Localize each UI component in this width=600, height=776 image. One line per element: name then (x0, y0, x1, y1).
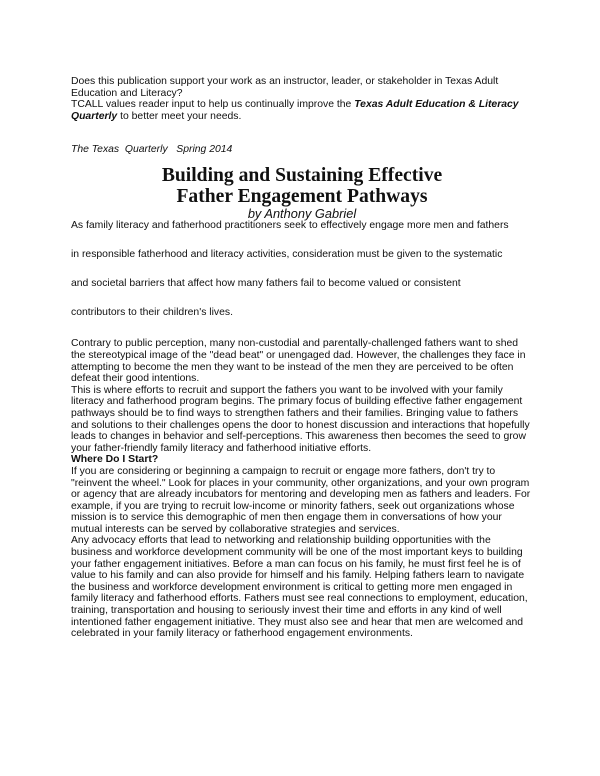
feedback-request (71, 99, 533, 122)
paragraph-start: If you are considering or beginning a campaign to recruit or engage more fathers, don't try to "reinvent the wheel." Look for places in your community, other organizations, and your own program or agency that are already incubators for mentoring and developing men as fathers and leaders. For example, if you are trying to recruit low-income or minority fathers, seek out organizations whose mission is to service this demographic of men then engage them in conversations of how your mutual interests can be served by collaborative strategies and services. (71, 465, 531, 535)
lead-line: and societal barriers that affect how many fathers fail to become valued or consistent (71, 278, 461, 290)
title-line-2: Father Engagement Pathways (176, 186, 428, 208)
feedback-notice (71, 76, 533, 122)
article-title (71, 165, 533, 207)
article-body (71, 338, 533, 639)
feedback-suffix: to better meet your needs. (117, 110, 242, 122)
byline: by Anthony Gabriel (247, 206, 357, 222)
title-line-1: Building and Sustaining Effective (161, 165, 443, 187)
lead-line: contributors to their children's lives. (71, 307, 233, 319)
issue-line: The Texas Quarterly Spring 2014 (71, 144, 233, 156)
feedback-question: Does this publication support your work as an instructor, leader, or stakeholder in Texas Adult Education and Literacy? (71, 76, 499, 99)
feedback-prefix: TCALL values reader input to help us continually improve the (71, 99, 355, 111)
lead-line: in responsible fatherhood and literacy activities, consideration must be given to the systematic (71, 249, 503, 261)
document-page (71, 76, 533, 640)
publication-name: Texas Adult Education & Literacy Quarterly (71, 99, 519, 122)
paragraph-perception: Contrary to public perception, many non-custodial and parentally-challenged fathers want to shed the stereotypical image of the "dead beat" or unengaged dad. However, the challenges they face in attempting to become the men they want to be instead of the men they are perceived to be often defeat their good intentions. (71, 338, 526, 385)
lead-line: As family literacy and fatherhood practitioners seek to effectively engage more men and fathers (71, 220, 509, 232)
section-heading: Where Do I Start? (71, 454, 159, 466)
paragraph-recruit: This is where efforts to recruit and support the fathers you want to be involved with your family literacy and fatherhood program begins. The primary focus of building effective father engagement pathways should be to find ways to strengthen fathers and their families. Bringing value to fathers and solutions to their challenges opens the door to honest discussion and interactions that hopefully leads to changes in behavior and self-perceptions. This awareness then becomes the seed to grow your father-friendly family literacy and fatherhood initiative efforts. (71, 384, 530, 454)
paragraph-advocacy: Any advocacy efforts that lead to networking and relationship building opportunities with the business and workforce development community will be one of the most important keys to building your father engagement initiatives. Before a man can focus on his family, he must first feel he is of value to his family and can also provide for himself and his family. Helping fathers learn to navigate the business and workforce development environment is critical to getting more men engaged in family literacy and fatherhood efforts. Fathers must see real connections to employment, education, training, transportation and housing to seriously invest their time and efforts in any kind of well intentioned father engagement initiative. They must also see and hear that men are welcomed and celebrated in your family literacy or fatherhood engagement environments. (71, 535, 528, 640)
